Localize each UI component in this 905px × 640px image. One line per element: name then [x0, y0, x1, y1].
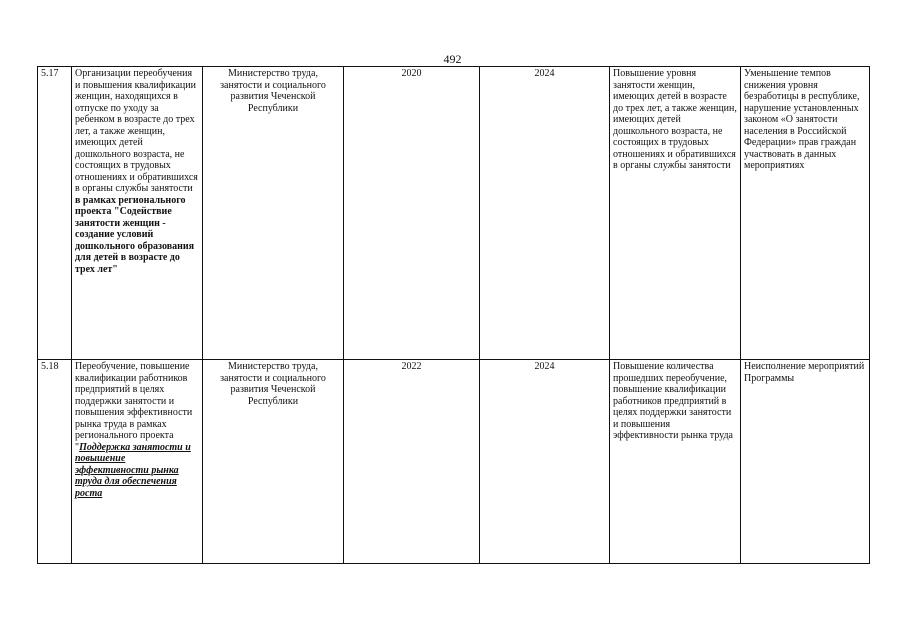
- executor: Министерство труда, занятости и социального развития Чеченской Республики: [203, 67, 344, 360]
- expected-result: Повышение количества прошедших переобучение, повышение квалификации работников предприятий в целях поддержки занятости и повышения эффективности рынка труда: [610, 360, 741, 564]
- page-number: 492: [443, 52, 462, 66]
- end-year: 2024: [480, 360, 610, 564]
- activity-name-text: Организации переобучения и повышения квалификации женщин, находящихся в отпуске по уходу за ребенком в возрасте до трех лет, а также женщин, имеющих детей дошкольного возраста, не состоящих в трудовых отношениях и обратившихся в органы службы занятости: [75, 68, 198, 194]
- activity-project-text: в рамках регионального проекта "Содействие занятости женщин - создание условий дошкольного образования для детей в возрасте до трех лет": [75, 194, 195, 275]
- activity-name: [72, 67, 203, 360]
- start-year: 2022: [344, 360, 480, 564]
- activity-name-text: Переобучение, повышение квалификации работников предприятий в целях поддержки занятости и повышения эффективности рынка труда в рамках регионального проекта ": [75, 361, 193, 453]
- end-year: 2024: [480, 67, 610, 360]
- row-number: 5.17: [38, 67, 72, 360]
- executor: Министерство труда, занятости и социального развития Чеченской Республики: [203, 360, 344, 564]
- risk-consequence: Уменьшение темпов снижения уровня безработицы в республике, нарушение установленных законом «О занятости населения в Российской Федерации» прав граждан участвовать в данных мероприятиях: [741, 67, 870, 360]
- table-row: [38, 67, 870, 360]
- risk-consequence: Неисполнение мероприятий Программы: [741, 360, 870, 564]
- activity-project-text: Поддержка занятости и повышение эффективности рынка труда для обеспечения роста: [75, 441, 191, 499]
- expected-result: Повышение уровня занятости женщин, имеющих детей в возрасте до трех лет, а также женщин, имеющих детей дошкольного возраста, не состоящих в трудовых отношениях и обратившихся в органы службы занятости: [610, 67, 741, 360]
- activity-name: [72, 360, 203, 564]
- table-row: [38, 360, 870, 564]
- program-table: [37, 66, 870, 564]
- start-year: 2020: [344, 67, 480, 360]
- row-number: 5.18: [38, 360, 72, 564]
